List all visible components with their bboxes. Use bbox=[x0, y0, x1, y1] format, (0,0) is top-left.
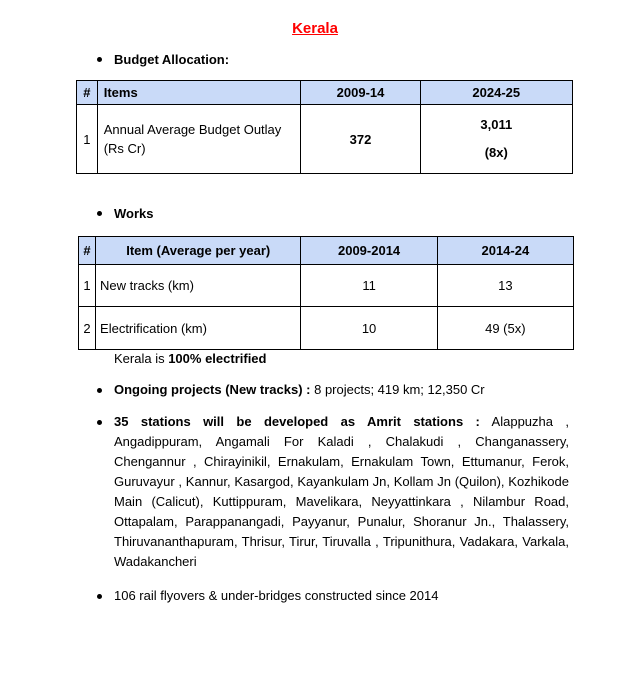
works-header-item: Item (Average per year) bbox=[96, 237, 301, 265]
electrified-note-prefix: Kerala is bbox=[114, 351, 169, 366]
flyovers: 106 rail flyovers & under-bridges constructed since 2014 bbox=[114, 588, 439, 603]
works-heading: Works bbox=[114, 206, 154, 221]
budget-v2-value: 3,011 bbox=[480, 117, 513, 132]
electrified-note bbox=[114, 349, 266, 369]
works-header-col1: 2009-2014 bbox=[301, 237, 437, 265]
works-header-num: # bbox=[79, 237, 96, 265]
works-cell-num: 2 bbox=[79, 307, 96, 350]
electrified-note-bold: 100% electrified bbox=[168, 351, 267, 366]
budget-cell-v2 bbox=[420, 105, 572, 174]
bullet-icon bbox=[97, 211, 102, 216]
budget-header-col1: 2009-14 bbox=[301, 81, 420, 105]
bullet-icon bbox=[97, 57, 102, 62]
budget-v2-note: (8x) bbox=[484, 145, 508, 160]
amrit-stations bbox=[114, 412, 569, 572]
ongoing-label: Ongoing projects (New tracks) : bbox=[114, 382, 311, 397]
works-cell-num: 1 bbox=[79, 265, 96, 307]
table-row bbox=[77, 105, 573, 174]
works-cell-v1: 11 bbox=[301, 265, 437, 307]
ongoing-projects bbox=[114, 380, 485, 400]
bullet-icon bbox=[97, 594, 102, 599]
works-cell-v1: 10 bbox=[301, 307, 437, 350]
budget-header-col2: 2024-25 bbox=[420, 81, 572, 105]
budget-header-num: # bbox=[77, 81, 98, 105]
works-cell-item: Electrification (km) bbox=[96, 307, 301, 350]
budget-cell-item: Annual Average Budget Outlay (Rs Cr) bbox=[97, 105, 301, 174]
bullet-icon bbox=[97, 388, 102, 393]
works-table bbox=[78, 236, 574, 350]
works-cell-v2: 49 (5x) bbox=[437, 307, 573, 350]
ongoing-text: 8 projects; 419 km; 12,350 Cr bbox=[310, 382, 485, 397]
table-row bbox=[79, 265, 574, 307]
bullet-icon bbox=[97, 420, 102, 425]
budget-heading: Budget Allocation: bbox=[114, 52, 230, 67]
budget-table bbox=[76, 80, 573, 174]
works-header-col2: 2014-24 bbox=[437, 237, 573, 265]
budget-header-items: Items bbox=[97, 81, 301, 105]
table-row bbox=[79, 307, 574, 350]
budget-cell-num: 1 bbox=[77, 105, 98, 174]
works-cell-v2: 13 bbox=[437, 265, 573, 307]
works-cell-item: New tracks (km) bbox=[96, 265, 301, 307]
amrit-text: Alappuzha , Angadippuram, Angamali For Kaladi , Chalakudi , Changanassery, Chengannur , Chirayinikil, Ernakulam, Ernakulam Town, Ettumanur, Ferok, Guruvayur , Kannur, Kasargod, Kayankulam Jn, Kollam Jn (Quilon), Kozhikode Main (Calicut), Kuttippuram, Mavelikara, Neyyattinkara , Nilambur Road, Ottapalam, Parappanangadi, Payyanur, Punalur, Shoranur Jn., Thalassery, Thiruvananthapuram, Thrisur, Tirur, Tiruvalla , Tripunithura, Vadakara, Varkala, Wadakancheri bbox=[114, 414, 569, 569]
amrit-label: 35 stations will be developed as Amrit stations : bbox=[114, 414, 480, 429]
budget-cell-v1: 372 bbox=[301, 105, 420, 174]
page-title: Kerala bbox=[292, 20, 338, 37]
